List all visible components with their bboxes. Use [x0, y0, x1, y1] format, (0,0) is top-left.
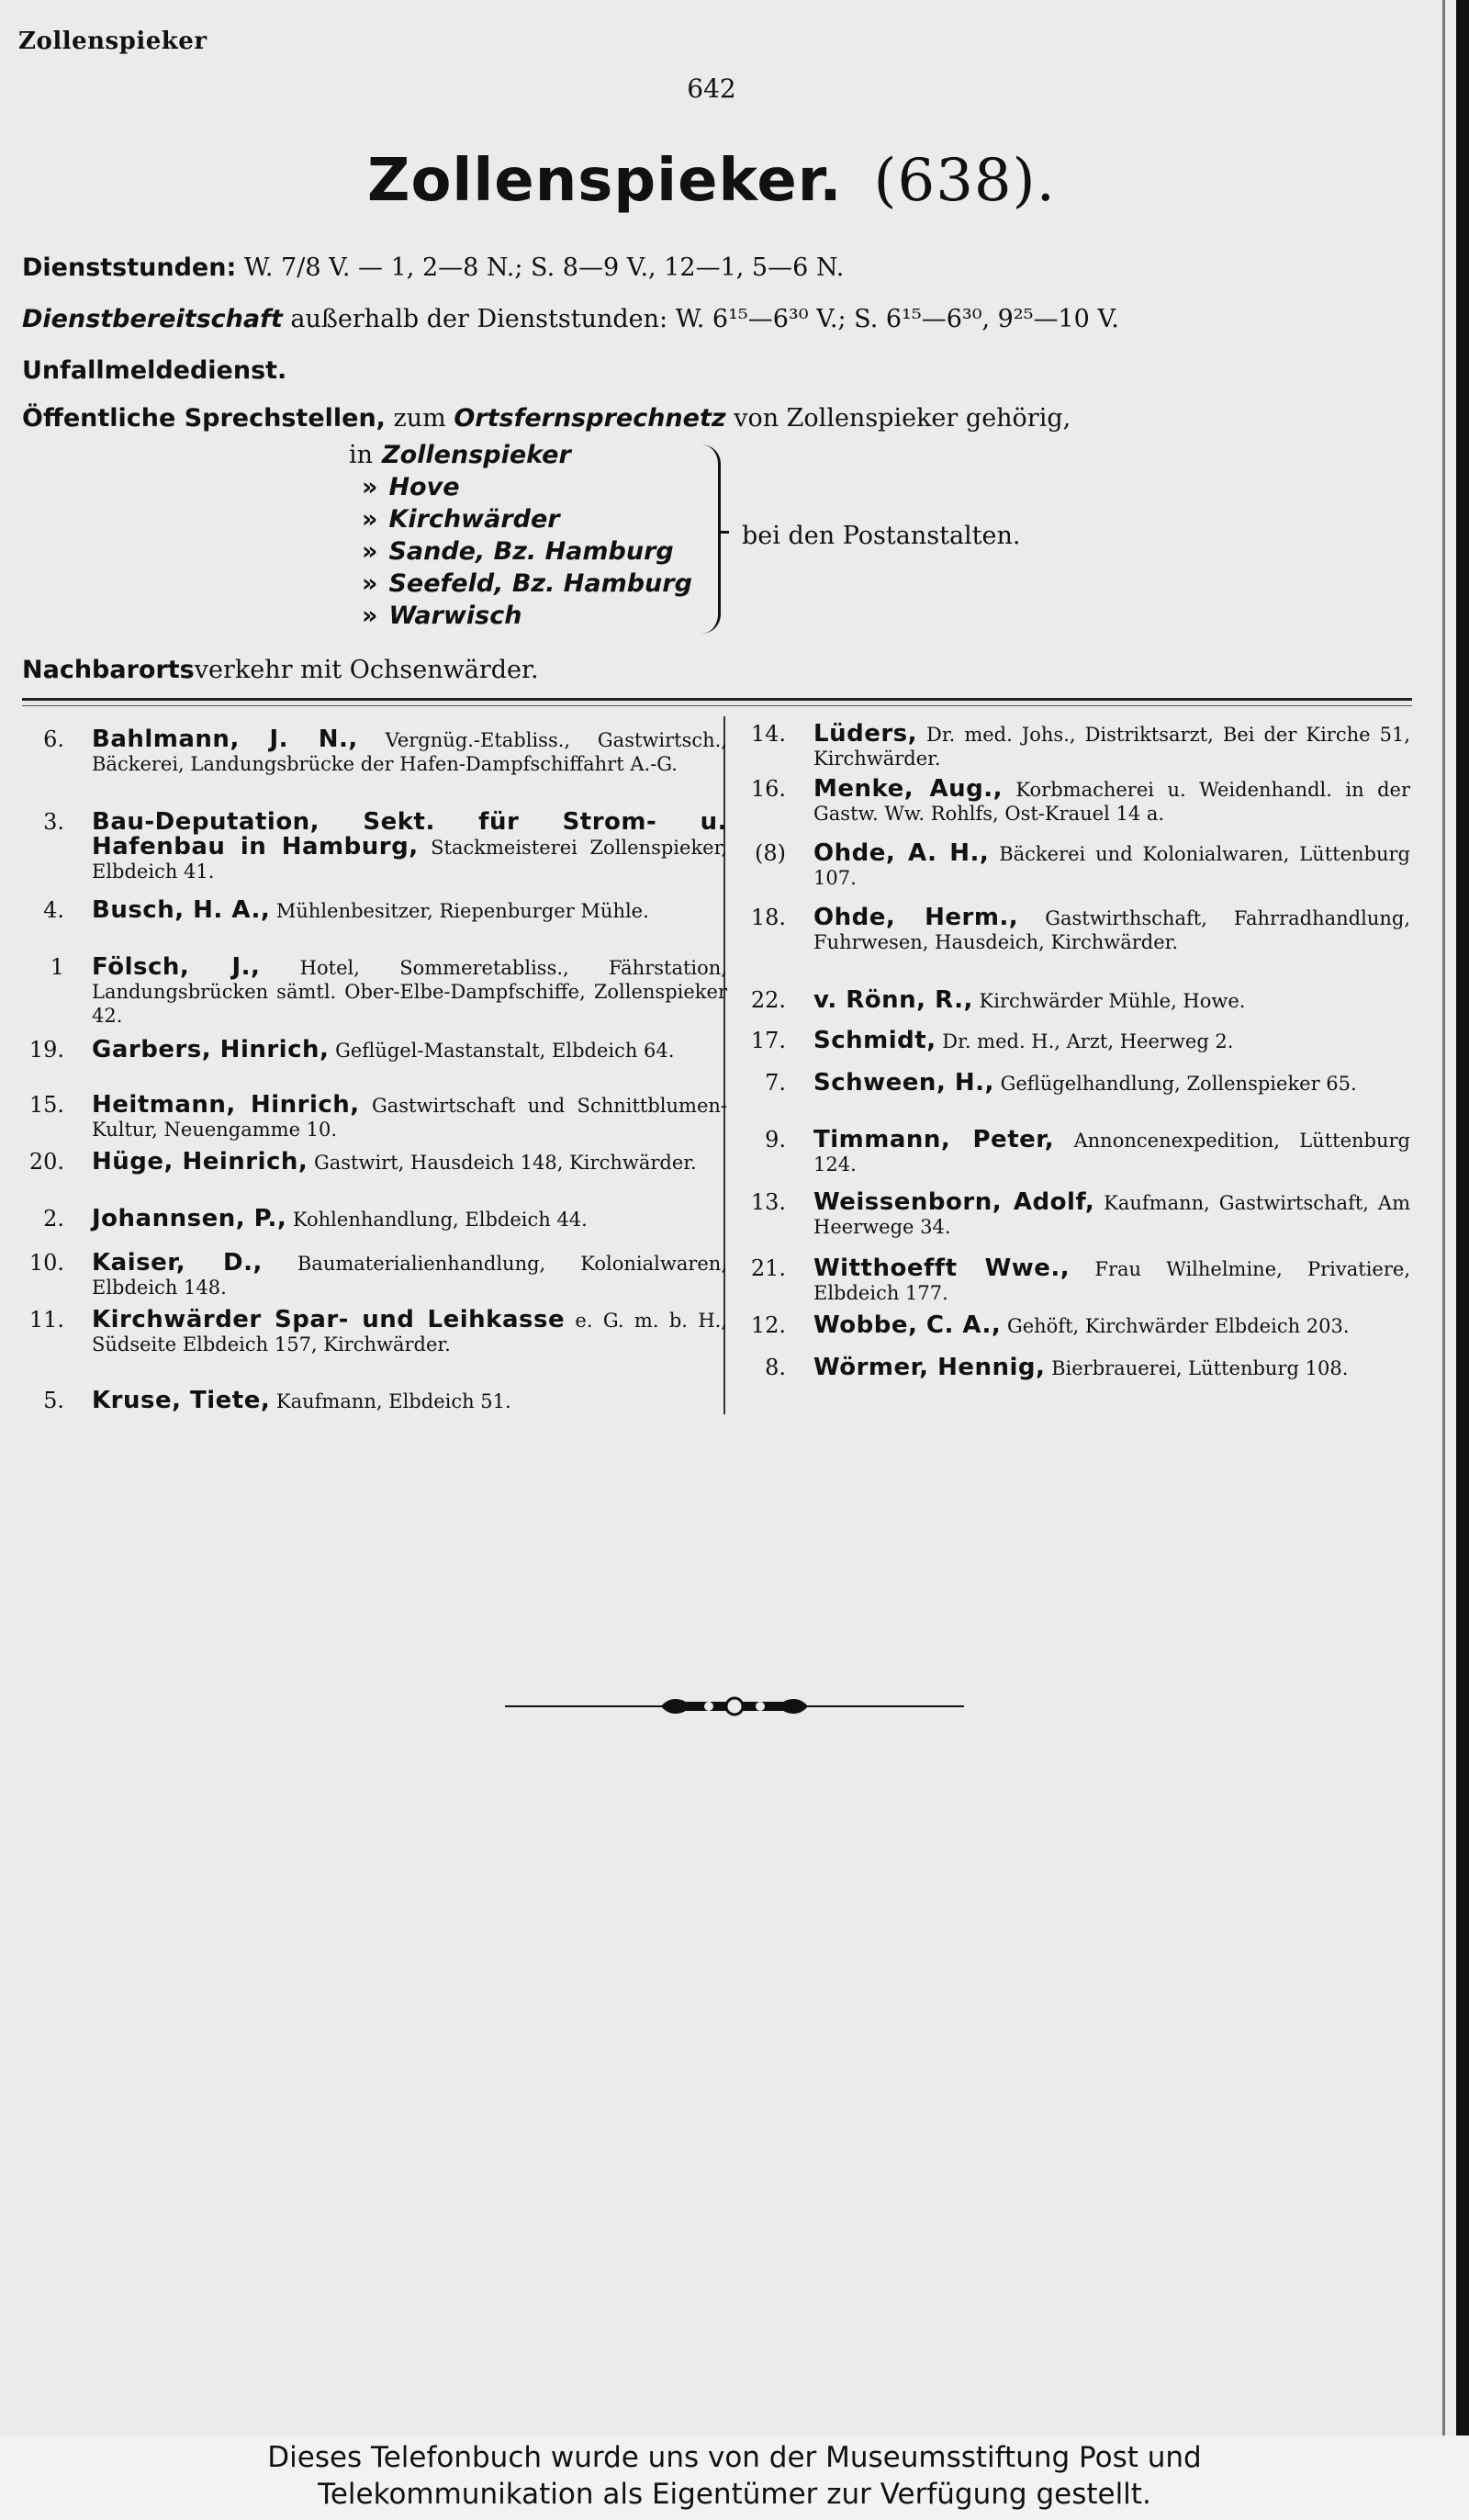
place-marker: » [362, 473, 378, 501]
section-rule [22, 698, 1412, 701]
running-head: Zollenspieker [18, 28, 207, 55]
entry-details: Gehöft, Kirchwärder Elbdeich 203. [1001, 1315, 1350, 1337]
entry-text [92, 1150, 727, 1175]
entry-name: Ohde, Herm., [813, 904, 1019, 931]
entry-details: Gastwirtschaft und Schnittblumen-Kultur, Neuengamme 10. [92, 1095, 727, 1141]
readiness-label: Dienstbereitschaft [22, 305, 283, 333]
entry-number: 15. [28, 1092, 64, 1118]
place-row [349, 503, 692, 535]
entry-name: Kaiser, D., [92, 1249, 263, 1277]
place-row [349, 439, 692, 471]
entry-name: Timmann, Peter, [813, 1126, 1055, 1153]
place-marker: » [362, 602, 378, 630]
entry-number: 20. [28, 1149, 64, 1175]
entry-number: 12. [750, 1312, 786, 1338]
entry-details: Kaufmann, Gastwirtschaft, Am Heerwege 34. [813, 1192, 1411, 1238]
entry-number: 1 [50, 954, 64, 980]
entry-details: Stackmeisterei Zollenspieker, Elbdeich 41. [92, 837, 728, 883]
footer-line-2: Telekommunikation als Eigentümer zur Verfügung gestellt. [318, 2478, 1151, 2511]
entry-details: Hotel, Sommeretabliss., Fährstation, Landungsbrücken sämtl. Ober-Elbe-Dampfschiffe, Zollenspieker 42. [92, 957, 727, 1027]
place-name: Seefeld, Bz. Hamburg [388, 569, 692, 598]
title-number: (638). [873, 147, 1056, 215]
readiness [22, 305, 1119, 333]
entry-text [813, 1128, 1410, 1176]
entry-number: 21. [750, 1255, 786, 1281]
entry-text [813, 722, 1410, 771]
entry-details: Baumaterialienhandlung, Kolonialwaren, Elbdeich 148. [92, 1253, 728, 1299]
place-marker: » [362, 569, 378, 598]
entry-number: 10. [28, 1250, 64, 1276]
neighbor-traffic-text: verkehr mit Ochsenwärder. [194, 656, 539, 684]
neighbor-traffic [22, 656, 539, 684]
entry-text [92, 1093, 727, 1142]
page-edge [1456, 0, 1469, 2436]
ornament-divider [505, 1688, 964, 1725]
entry-text [92, 810, 727, 883]
entry-text [813, 777, 1410, 826]
entry-name: Weissenborn, Adolf, [813, 1188, 1095, 1216]
entry-name: Johannsen, P., [92, 1205, 287, 1232]
entry-name: Kirchwärder Spar- und Leihkasse [92, 1306, 566, 1333]
public-stations-rest: von Zollenspieker gehörig, [734, 404, 1071, 433]
entry-details: Bäckerei und Kolonialwaren, Lüttenburg 107. [813, 843, 1410, 889]
entry-details: Geflügel-Mastanstalt, Elbdeich 64. [329, 1040, 675, 1062]
place-name: Warwisch [388, 602, 522, 630]
entry-number: 22. [750, 987, 786, 1013]
footer-line-1: Dieses Telefonbuch wurde uns von der Museumsstiftung Post und [267, 2441, 1202, 2474]
service-hours-text: W. 7/8 V. — 1, 2—8 N.; S. 8—9 V., 12—1, 5—6 N. [243, 253, 845, 282]
accident-service-text: Unfallmeldedienst. [22, 356, 287, 385]
entry-number: 9. [765, 1127, 786, 1153]
entry-text [813, 1190, 1410, 1239]
entry-name: Schmidt, [813, 1027, 936, 1054]
place-row [349, 471, 692, 503]
entry-text [813, 906, 1410, 954]
entry-name: Bau-Deputation, Sekt. für Strom- u. Hafenbau in Hamburg, [92, 808, 727, 861]
entry-name: Fölsch, J., [92, 953, 261, 981]
curly-brace-tip [718, 531, 729, 534]
entry-details: Annoncenexpedition, Lüttenburg 124. [813, 1130, 1410, 1176]
footer-notice [0, 2436, 1469, 2520]
entry-name: Hüge, Heinrich, [92, 1148, 308, 1176]
entry-text [813, 841, 1410, 890]
entry-details: Mühlenbesitzer, Riepenburger Mühle. [270, 900, 649, 922]
entry-name: v. Rönn, R., [813, 986, 973, 1014]
place-marker: » [362, 505, 378, 534]
place-prefix: in [349, 441, 374, 469]
entry-number: 18. [750, 905, 786, 930]
entry-number: 14. [750, 721, 786, 747]
entry-text [92, 1308, 727, 1356]
entry-details: Kaufmann, Elbdeich 51. [270, 1390, 511, 1412]
entry-number: 7. [765, 1070, 786, 1096]
entry-name: Menke, Aug., [813, 775, 1003, 803]
entry-text [92, 1251, 727, 1299]
entry-number: 2. [43, 1206, 64, 1232]
page-number: 642 [687, 73, 736, 104]
entry-number: 19. [28, 1037, 64, 1063]
place-marker: » [362, 537, 378, 566]
service-hours-label: Dienststunden: [22, 253, 237, 282]
entry-details: Frau Wilhelmine, Privatiere, Elbdeich 177. [813, 1258, 1410, 1304]
entry-details: Bierbrauerei, Lüttenburg 108. [1045, 1357, 1349, 1379]
entry-name: Heitmann, Hinrich, [92, 1091, 360, 1119]
entry-text [92, 1389, 727, 1413]
entry-number: 4. [43, 897, 64, 923]
place-name: Sande, Bz. Hamburg [388, 537, 674, 566]
page-edge-line [1442, 0, 1445, 2436]
readiness-text: außerhalb der Dienststunden: W. 6¹⁵—6³⁰ V.; S. 6¹⁵—6³⁰, 9²⁵—10 V. [290, 305, 1119, 333]
entry-number: 16. [750, 776, 786, 802]
entry-name: Wobbe, C. A., [813, 1311, 1002, 1339]
entry-number: 8. [765, 1355, 786, 1380]
entry-text [92, 1207, 727, 1232]
place-name: Kirchwärder [388, 505, 560, 534]
entry-number: (8) [755, 840, 786, 866]
entry-text [813, 1071, 1410, 1096]
ornament-dot [756, 1702, 765, 1711]
section-rule-thin [22, 705, 1412, 706]
entry-text [92, 955, 727, 1028]
ornament-dot [704, 1702, 713, 1711]
entry-name: Wörmer, Hennig, [813, 1354, 1046, 1381]
public-stations [22, 404, 1071, 433]
entry-details: Kohlenhandlung, Elbdeich 44. [286, 1209, 588, 1231]
entry-name: Busch, H. A., [92, 896, 271, 924]
entry-details: Korbmacherei u. Weidenhandl. in der Gastw. Ww. Rohlfs, Ost-Krauel 14 a. [813, 779, 1410, 825]
entry-details: Geflügelhandlung, Zollenspieker 65. [993, 1073, 1357, 1095]
entry-text [813, 1256, 1410, 1305]
page-title [0, 147, 1423, 215]
public-stations-label: Öffentliche Sprechstellen, [22, 404, 386, 433]
entry-text [92, 1038, 727, 1063]
place-name: Zollenspieker [382, 441, 571, 469]
entry-details: e. G. m. b. H., Südseite Elbdeich 157, Kirchwärder. [92, 1310, 727, 1356]
entry-details: Dr. med. H., Arzt, Heerweg 2. [936, 1030, 1234, 1052]
entry-text [813, 1356, 1410, 1380]
public-stations-mid: zum [393, 404, 446, 433]
entry-text [92, 727, 727, 776]
entry-details: Dr. med. Johs., Distriktsarzt, Bei der Kirche 51, Kirchwärder. [813, 724, 1410, 770]
place-row [349, 600, 692, 632]
entry-text [813, 1029, 1410, 1053]
entry-details: Gastwirthschaft, Fahrradhandlung, Fuhrwesen, Hausdeich, Kirchwärder. [813, 907, 1410, 953]
entry-text [813, 1313, 1410, 1338]
curly-brace [701, 444, 721, 634]
entry-name: Kruse, Tiete, [92, 1387, 271, 1414]
title-text: Zollenspieker. [367, 147, 843, 215]
entry-number: 5. [43, 1388, 64, 1413]
entry-name: Ohde, A. H., [813, 839, 990, 867]
entry-name: Witthoefft Wwe., [813, 1254, 1071, 1282]
entry-details: Kirchwärder Mühle, Howe. [972, 990, 1246, 1012]
entry-details: Vergnüg.-Etabliss., Gastwirtsch., Bäckerei, Landungsbrücke der Hafen-Dampfschiffahrt A.-G. [92, 729, 727, 775]
entry-number: 3. [43, 809, 64, 835]
entry-number: 6. [43, 726, 64, 752]
entry-number: 13. [750, 1189, 786, 1215]
neighbor-traffic-label: Nachbarorts [22, 656, 195, 684]
ornament-center [726, 1698, 743, 1715]
entry-text [92, 898, 727, 923]
place-row [349, 535, 692, 568]
entry-name: Garbers, Hinrich, [92, 1036, 330, 1063]
place-name: Hove [388, 473, 460, 501]
stations-note: bei den Postanstalten. [742, 522, 1021, 550]
accident-service [22, 356, 286, 385]
service-hours [22, 253, 844, 282]
place-row [349, 568, 692, 600]
entry-details: Gastwirt, Hausdeich 148, Kirchwärder. [308, 1152, 697, 1174]
station-places [349, 439, 692, 632]
entry-text [813, 988, 1410, 1013]
entry-number: 11. [28, 1307, 64, 1333]
entry-name: Lüders, [813, 720, 917, 748]
public-stations-network: Ortsfernsprechnetz [454, 404, 726, 433]
entry-name: Schween, H., [813, 1069, 994, 1097]
entry-name: Bahlmann, J. N., [92, 726, 358, 753]
entry-number: 17. [750, 1028, 786, 1053]
